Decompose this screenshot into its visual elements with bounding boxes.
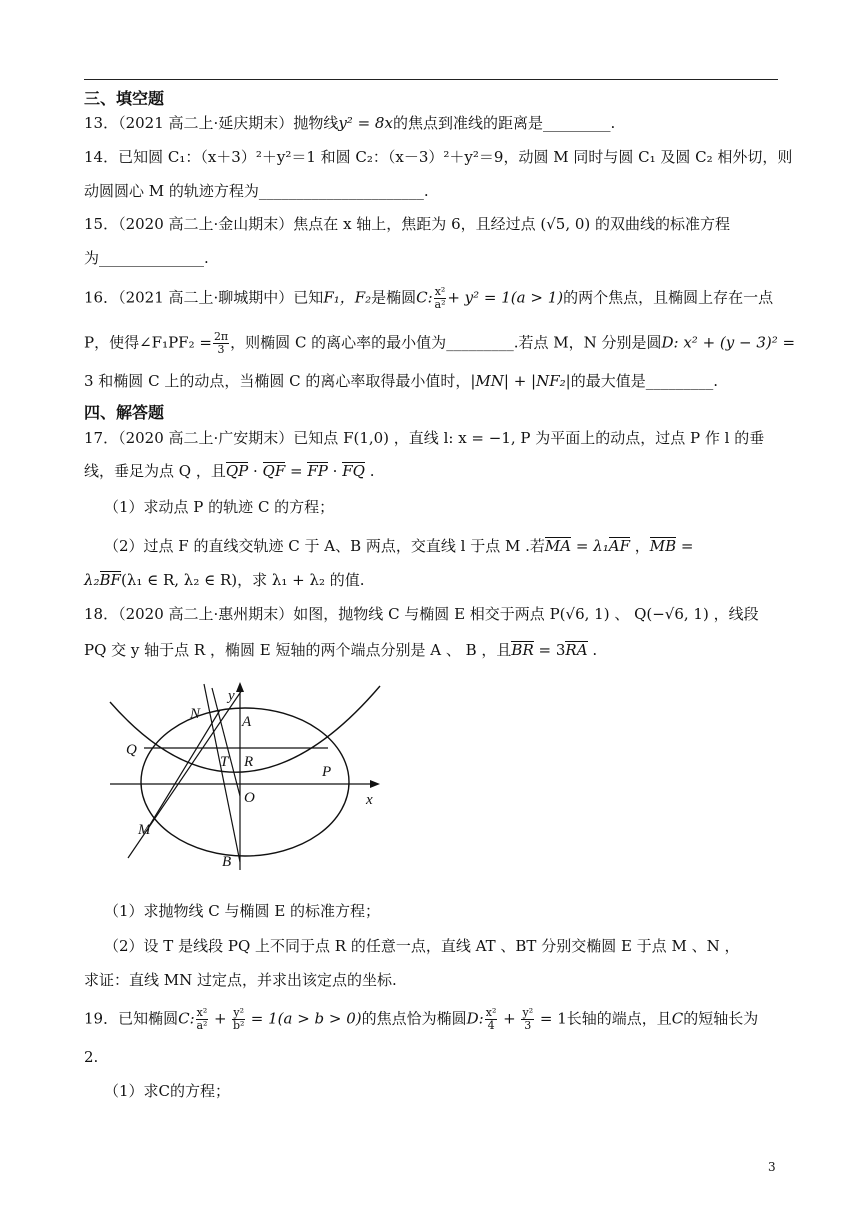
label-O: O	[244, 790, 255, 806]
question-14-line2: 动圆圆心 M 的轨迹方程为______________________.	[84, 182, 429, 200]
label-R: R	[244, 754, 254, 770]
answer-blank: _________	[446, 333, 514, 352]
question-19-line2: 2.	[84, 1048, 99, 1066]
label-P: P	[322, 764, 332, 780]
label-M: M	[138, 822, 151, 838]
label-Q: Q	[126, 742, 137, 758]
ellipse-E	[141, 708, 349, 856]
x-axis-arrow	[370, 780, 380, 788]
fraction: $\frac{\text{y²}}{\text{b²}}$	[232, 1006, 245, 1032]
question-17-line4: λ₂BF(λ₁ ∈ R, λ₂ ∈ R)，求 λ₁ + λ₂ 的值.	[84, 571, 365, 589]
label-A: A	[242, 714, 252, 730]
question-13: 13．（2021 高二上·延庆期末）抛物线y² = 8x的焦点到准线的距离是_________.	[84, 114, 616, 132]
answer-blank: _________	[645, 372, 714, 390]
answer-blank: ______________	[99, 249, 205, 267]
header-rule	[84, 79, 778, 80]
question-18-line1: 18．（2020 高二上·惠州期末）如图，抛物线 C 与椭圆 E 相交于两点 P(√6, 1) 、 Q(−√6, 1) ，线段	[84, 605, 759, 623]
question-17-part2: （2）过点 F 的直线交轨迹 C 于 A、B 两点，交直线 l 于点 M .若MA = λ₁AF ，MB =	[104, 537, 694, 555]
section-heading-fill-in: 三、填空题	[84, 89, 165, 108]
question-15-line2: 为______________.	[84, 249, 209, 267]
question-19-part1: （1）求C的方程；	[104, 1082, 231, 1100]
label-x: x	[366, 792, 373, 808]
question-14-line1: 14．已知圆 C₁：（x＋3）²＋y²＝1 和圆 C₂：（x－3）²＋y²＝9，动圆 M 同时与圆 C₁ 及圆 C₂ 相外切，则	[84, 148, 793, 166]
question-19-line1: 19．已知椭圆C: $\frac{\text{x²}}{\text{a²}}$ + $\frac{\text{y²}}{\text{b²}}$ = 1(a > b > 0)的焦点恰为椭圆D: $\frac{\text{x²}}{4}$ + $\frac{\text{y²}}{3}$ = 1长轴的端点，且C的短轴长为	[84, 1006, 759, 1032]
question-18-part2-cont: 求证：直线 MN 过定点，并求出该定点的坐标.	[84, 971, 397, 989]
question-16-line1: 16．（2021 高二上·聊城期中）已知F₁，F₂是椭圆C: $\frac{\text{x²}}{\text{a²}}$ + y² = 1(a > 1)的两个焦点，且椭圆上存在一点	[84, 285, 774, 311]
label-T: T	[220, 754, 229, 770]
fraction: $\frac{2\pi}{3}$	[213, 330, 229, 356]
fraction: $\frac{\text{x²}}{4}$	[485, 1006, 497, 1032]
question-18-part1: （1）求抛物线 C 与椭圆 E 的标准方程；	[104, 902, 381, 920]
question-17-part1: （1）求动点 P 的轨迹 C 的方程；	[104, 498, 335, 516]
question-16-line3: 3 和椭圆 C 上的动点，当椭圆 C 的离心率取得最小值时，|MN| + |NF₂|的最大值是_________.	[84, 372, 718, 390]
label-y: y	[228, 688, 235, 704]
ellipse-parabola-figure	[108, 680, 390, 872]
question-17-line1: 17．（2020 高二上·广安期末）已知点 F(1,0) ，直线 l: x = −1, P 为平面上的动点，过点 P 作 l 的垂	[84, 429, 765, 447]
question-17-line2: 线，垂足为点 Q ，且QP · QF = FP · FQ .	[84, 462, 375, 480]
label-B: B	[222, 854, 232, 870]
y-axis-arrow	[236, 682, 244, 692]
fraction: $\frac{\text{y²}}{3}$	[522, 1006, 534, 1032]
answer-blank: _________	[542, 114, 611, 132]
fraction: $\frac{\text{x²}}{\text{a²}}$	[196, 1006, 208, 1032]
question-18-line2: PQ 交 y 轴于点 R ，椭圆 E 短轴的两个端点分别是 A 、 B ，且BR = 3RA .	[84, 641, 598, 659]
fraction: $\frac{\text{x²}}{\text{a²}}$	[434, 285, 446, 311]
label-N: N	[190, 706, 201, 722]
question-18-part2: （2）设 T 是线段 PQ 上不同于点 R 的任意一点，直线 AT 、BT 分别交椭圆 E 于点 M 、N ，	[104, 937, 740, 955]
question-16-line2: P，使得∠F₁PF₂ = $\frac{2\pi}{3}$ ，则椭圆 C 的离心率的最小值为_________.若点 M，N 分别是圆D: x² + (y − 3)² =	[84, 330, 796, 356]
page-number: 3	[768, 1160, 776, 1174]
question-15-line1: 15．（2020 高二上·金山期末）焦点在 x 轴上，焦距为 6，且经过点 (√5, 0) 的双曲线的标准方程	[84, 215, 731, 233]
section-heading-answer: 四、解答题	[84, 403, 165, 422]
answer-blank: ______________________	[258, 182, 424, 200]
